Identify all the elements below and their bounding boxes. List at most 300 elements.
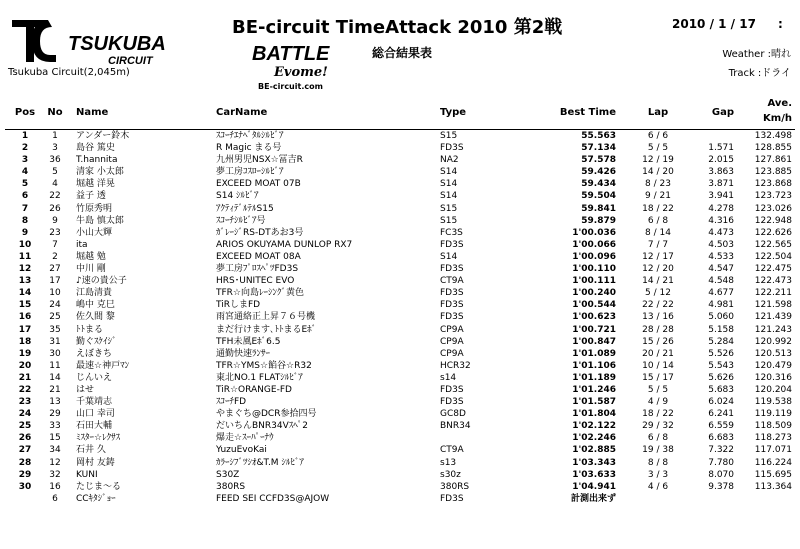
table-row [0, 444, 800, 456]
cell-gap: 4.503 [708, 239, 734, 250]
cell-car-name: ｽｺｰﾁFD [216, 397, 247, 408]
cell-name: 牛島 慎太郎 [76, 215, 124, 226]
table-row [0, 130, 800, 142]
cell-no: 3 [52, 143, 58, 154]
cell-name: 益子 透 [76, 191, 106, 202]
cell-type: s14 [440, 372, 457, 383]
cell-type: 380RS [440, 481, 470, 492]
cell-no: 24 [49, 300, 61, 311]
table-row [0, 493, 800, 505]
cell-ave-speed: 117.071 [754, 445, 792, 456]
cell-gap: 5.543 [708, 360, 734, 371]
cell-lap: 10 / 14 [642, 360, 674, 371]
cell-best-time: 1'01.246 [572, 384, 616, 395]
cell-type: CT9A [440, 276, 464, 287]
cell-gap: 6.024 [708, 397, 734, 408]
cell-ave-speed: 116.224 [754, 457, 792, 468]
cell-gap: 4.473 [708, 227, 734, 238]
cell-name: アンダー鈴木 [76, 131, 130, 141]
cell-best-time: 1'03.633 [572, 469, 616, 480]
cell-car-name: 爆走☆ｽｰﾊﾟｰﾅｳ [216, 433, 274, 444]
cell-no: 25 [49, 312, 61, 323]
cell-no: 23 [49, 227, 61, 238]
cell-lap: 9 / 21 [645, 191, 671, 202]
cell-car-name: 通勤快速ﾗﾝｻｰ [216, 348, 271, 359]
table-row [0, 432, 800, 444]
cell-no: 4 [52, 179, 58, 190]
cell-no: 13 [49, 397, 61, 408]
cell-best-time: 1'03.343 [572, 457, 616, 468]
cell-no: 11 [49, 360, 61, 371]
cell-lap: 4 / 6 [647, 481, 669, 492]
cell-car-name: TFR☆向島ﾚｰｼﾝｸﾞ黄色 [216, 288, 304, 299]
cell-ave-speed: 119.119 [754, 409, 792, 420]
cell-gap: 4.548 [708, 276, 734, 287]
cell-pos: 1 [21, 131, 29, 141]
cell-best-time: 59.841 [581, 203, 616, 214]
results-subtitle: 総合結果表 [372, 46, 433, 60]
table-row [0, 420, 800, 432]
cell-type: S15 [440, 215, 458, 226]
results-table [0, 130, 800, 505]
cell-lap: 29 / 32 [642, 421, 674, 432]
cell-best-time: 1'00.066 [572, 239, 616, 250]
cell-car-name: HRS･UNITEC EVO [216, 276, 295, 287]
cell-lap: 8 / 8 [647, 457, 669, 468]
cell-best-time: 1'01.089 [572, 348, 616, 359]
table-row [0, 324, 800, 336]
cell-best-time: 1'01.587 [572, 397, 616, 408]
cell-type: NA2 [440, 155, 459, 166]
cell-best-time: 55.563 [581, 131, 616, 141]
cell-type: GC8D [440, 409, 466, 420]
cell-pos: 28 [18, 457, 32, 468]
cell-type: FD3S [440, 300, 464, 311]
cell-no: 26 [49, 203, 61, 214]
cell-ave-speed: 122.473 [754, 276, 792, 287]
cell-name: 堀越 勉 [76, 251, 106, 262]
cell-gap: 5.060 [708, 312, 734, 323]
logo-sub: CIRCUIT [108, 55, 153, 67]
cell-type: s30z [440, 469, 461, 480]
cell-type: CP9A [440, 336, 464, 347]
cell-no: 21 [49, 384, 61, 395]
cell-lap: 6 / 8 [647, 215, 669, 226]
cell-type: FD3S [440, 143, 464, 154]
cell-car-name: だいちんBNR34Vｽﾍﾟ2 [216, 421, 308, 432]
cell-ave-speed: 121.243 [754, 324, 792, 335]
cell-gap: 3.871 [708, 179, 734, 190]
cell-ave-speed: 121.598 [754, 300, 792, 311]
cell-ave-speed: 113.364 [754, 481, 792, 492]
header-gap: Gap [711, 107, 734, 118]
cell-car-name: YuzuEvoKai [216, 445, 267, 456]
cell-gap: 5.626 [708, 372, 734, 383]
cell-ave-speed: 120.316 [754, 372, 792, 383]
cell-best-time: 1'01.804 [572, 409, 616, 420]
table-row [0, 457, 800, 469]
cell-name: ita [76, 239, 88, 250]
cell-type: FD3S [440, 312, 464, 323]
cell-name: 清家 小太郎 [76, 167, 124, 178]
cell-car-name: ｽｺｰﾁｼﾙﾋﾞｱ号 [216, 215, 266, 226]
cell-type: FD3S [440, 384, 464, 395]
cell-lap: 8 / 14 [645, 227, 671, 238]
cell-ave-speed: 127.861 [754, 155, 792, 166]
cell-no: 29 [49, 409, 61, 420]
cell-name: 島谷 篤史 [76, 143, 115, 154]
table-row [0, 469, 800, 481]
table-row [0, 348, 800, 360]
cell-gap: 5.284 [708, 336, 734, 347]
cell-pos: 4 [21, 167, 29, 178]
cell-pos: 12 [18, 264, 32, 275]
cell-car-name: やまぐち@DCR参拾四号 [216, 409, 317, 420]
table-row [0, 287, 800, 299]
event-date: 2010 / 1 / 17 [672, 17, 756, 31]
cell-type: S15 [440, 203, 458, 214]
cell-ave-speed: 122.565 [754, 239, 792, 250]
cell-ave-speed: 118.273 [754, 433, 792, 444]
cell-name: 堀越 洋晃 [76, 179, 115, 190]
cell-pos: 17 [18, 324, 32, 335]
cell-pos: 15 [18, 300, 32, 311]
cell-lap: 15 / 17 [642, 372, 674, 383]
cell-lap: 5 / 12 [645, 288, 671, 299]
cell-car-name: S14 ｼﾙﾋﾞｱ [216, 191, 259, 202]
cell-gap: 4.981 [708, 300, 734, 311]
weather-info: Weather :晴れ [722, 49, 791, 60]
cell-type: CP9A [440, 324, 464, 335]
cell-no: 31 [49, 336, 61, 347]
cell-best-time: 59.434 [581, 179, 616, 190]
cell-lap: 4 / 9 [647, 397, 669, 408]
cell-ave-speed: 120.479 [754, 360, 792, 371]
cell-best-time: 1'02.246 [572, 433, 616, 444]
cell-gap: 6.683 [708, 433, 734, 444]
cell-pos: 30 [18, 481, 32, 492]
cell-car-name: ｱｸﾃｨﾃﾞﾙﾃﾙS15 [216, 203, 274, 214]
cell-lap: 5 / 5 [647, 384, 669, 395]
cell-no: 5 [52, 167, 58, 178]
header-type: Type [440, 107, 467, 118]
cell-ave-speed: 118.509 [754, 421, 792, 432]
cell-ave-speed: 115.695 [754, 469, 792, 480]
cell-car-name: ARIOS OKUYAMA DUNLOP RX7 [216, 239, 353, 250]
cell-no: 2 [52, 251, 58, 262]
cell-type: FD3S [440, 288, 464, 299]
cell-type: FD3S [440, 239, 464, 250]
cell-lap: 14 / 20 [642, 167, 674, 178]
table-row [0, 481, 800, 493]
cell-gap: 4.547 [708, 264, 734, 275]
table-row [0, 360, 800, 372]
cell-lap: 8 / 23 [645, 179, 671, 190]
cell-best-time: 1'00.240 [572, 288, 616, 299]
cell-best-time: 1'00.110 [572, 264, 616, 275]
cell-no: 9 [52, 215, 58, 226]
cell-pos: 19 [18, 348, 32, 359]
cell-pos: 16 [18, 312, 32, 323]
cell-no: 12 [49, 457, 61, 468]
cell-car-name: S30Z [216, 469, 240, 480]
cell-best-time: 計測出来ず [570, 493, 616, 504]
header-car-name: CarName [216, 107, 268, 118]
cell-pos: 14 [18, 288, 32, 299]
cell-car-name: 夢工房ｺｽﾛｰｼﾙﾋﾞｱ [216, 167, 284, 178]
cell-pos: 8 [21, 215, 29, 226]
cell-name: 佐久間 黎 [76, 312, 115, 323]
cell-gap: 1.571 [708, 143, 734, 154]
cell-name: 山口 幸司 [76, 409, 115, 420]
cell-gap: 6.559 [708, 421, 734, 432]
cell-car-name: EXCEED MOAT 07B [216, 179, 301, 190]
cell-no: 30 [49, 348, 61, 359]
cell-lap: 19 / 38 [642, 445, 674, 456]
cell-no: 16 [49, 481, 61, 492]
cell-gap: 5.683 [708, 384, 734, 395]
cell-lap: 7 / 7 [647, 239, 669, 250]
cell-name: 最速☆神戸ﾏﾝ [76, 360, 130, 371]
header-pos: Pos [14, 107, 36, 118]
cell-no: 34 [49, 445, 61, 456]
cell-name: CCｷﾀｼﾞｮｰ [76, 493, 116, 504]
cell-best-time: 57.578 [581, 155, 616, 166]
cell-gap: 4.316 [708, 215, 734, 226]
cell-car-name: TiRしまFD [216, 300, 261, 311]
cell-ave-speed: 122.504 [754, 251, 792, 262]
cell-gap: 9.378 [708, 481, 734, 492]
cell-pos: 13 [18, 276, 32, 287]
cell-car-name: 380RS [216, 481, 246, 492]
cell-car-name: 夢工房ﾌﾟﾛｽﾍﾟﾂFD3S [216, 264, 299, 275]
cell-type: HCR32 [440, 360, 471, 371]
cell-gap: 7.322 [708, 445, 734, 456]
cell-gap: 6.241 [708, 409, 734, 420]
cell-ave-speed: 120.204 [754, 384, 792, 395]
cell-name: じんいえ [76, 372, 113, 383]
cell-name: KUNI [76, 469, 98, 480]
cell-pos: 10 [18, 239, 32, 250]
cell-car-name: R Magic まる号 [216, 143, 282, 154]
cell-car-name: ｶﾞﾚｰｼﾞRS-DTあお3号 [216, 227, 304, 238]
cell-name: T.hannita [76, 155, 118, 166]
cell-name: 石井 久 [76, 445, 106, 456]
cell-lap: 6 / 8 [647, 433, 669, 444]
table-row [0, 408, 800, 420]
cell-name: ﾄﾄまる [76, 324, 104, 335]
table-row [0, 263, 800, 275]
cell-best-time: 1'00.036 [572, 227, 616, 238]
cell-name: 千葉靖志 [76, 397, 113, 408]
cell-gap: 5.158 [708, 324, 734, 335]
header-ave: Ave. [767, 98, 792, 109]
cell-type: S14 [440, 179, 458, 190]
cell-pos: 3 [21, 155, 29, 166]
cell-pos: 21 [18, 372, 32, 383]
cell-car-name: EXCEED MOAT 08A [216, 251, 301, 262]
cell-pos: 20 [18, 360, 32, 371]
circuit-name: Tsukuba Circuit(2,045m) [8, 67, 130, 78]
page-title: BE-circuit TimeAttack 2010 第2戦 [232, 17, 563, 38]
cell-no: 7 [52, 239, 58, 250]
cell-best-time: 1'04.941 [572, 481, 616, 492]
header-name: Name [76, 107, 109, 118]
cell-ave-speed: 132.498 [754, 131, 792, 141]
cell-name: 中川 剛 [76, 264, 106, 275]
cell-pos: 9 [21, 227, 29, 238]
cell-lap: 12 / 20 [642, 264, 674, 275]
cell-name: ♪速の貴公子 [76, 276, 127, 287]
tsukuba-circuit-logo [8, 14, 188, 68]
table-row [0, 190, 800, 202]
cell-type: S14 [440, 251, 458, 262]
cell-ave-speed: 121.439 [754, 312, 792, 323]
cell-lap: 28 / 28 [642, 324, 674, 335]
cell-no: 10 [49, 288, 61, 299]
cell-car-name: 雨宮通絡正上昇７６号機 [216, 312, 316, 323]
table-row [0, 142, 800, 154]
table-row [0, 396, 800, 408]
cell-type: FC3S [440, 227, 463, 238]
cell-pos: 6 [21, 191, 29, 202]
cell-best-time: 1'00.096 [572, 251, 616, 262]
cell-ave-speed: 128.855 [754, 143, 792, 154]
cell-best-time: 1'01.106 [572, 360, 616, 371]
cell-best-time: 59.879 [581, 215, 616, 226]
battle-logo-script: Evome! [274, 65, 328, 80]
cell-no: 17 [49, 276, 61, 287]
date-time-separator: : [778, 17, 783, 31]
cell-ave-speed: 122.475 [754, 264, 792, 275]
cell-pos: 25 [18, 421, 32, 432]
cell-pos: 27 [18, 445, 32, 456]
cell-ave-speed: 120.992 [754, 336, 792, 347]
cell-type: FD3S [440, 397, 464, 408]
header-best-time: Best Time [559, 107, 616, 118]
cell-best-time: 1'00.721 [572, 324, 616, 335]
cell-car-name: TFR☆YMS☆餡谷☆R32 [216, 360, 312, 371]
cell-gap: 4.677 [708, 288, 734, 299]
cell-type: S14 [440, 167, 458, 178]
cell-best-time: 57.134 [581, 143, 616, 154]
cell-lap: 12 / 17 [642, 251, 674, 262]
cell-lap: 6 / 6 [647, 131, 669, 141]
cell-lap: 13 / 16 [642, 312, 674, 323]
cell-pos: 5 [21, 179, 29, 190]
cell-car-name: FEED SEI CCFD3S@AJOW [216, 493, 330, 504]
cell-gap: 3.863 [708, 167, 734, 178]
cell-car-name: ｶﾗｰｼﾌﾞﾂｼｵ&T.M ｼﾙﾋﾞｱ [216, 457, 304, 468]
cell-name: 石田大輔 [76, 421, 113, 432]
cell-type: FD3S [440, 264, 464, 275]
table-row [0, 384, 800, 396]
cell-name: たじま～る [76, 481, 122, 492]
cell-name: 嶋中 克巳 [76, 300, 115, 311]
cell-lap: 14 / 21 [642, 276, 674, 287]
cell-best-time: 1'00.544 [572, 300, 616, 311]
cell-name: 江島清貴 [76, 288, 113, 299]
cell-type: S15 [440, 131, 458, 141]
cell-gap: 2.015 [708, 155, 734, 166]
cell-car-name: 九州男児NSX☆冨吉R [216, 155, 303, 166]
cell-lap: 18 / 22 [642, 203, 674, 214]
cell-gap: 5.526 [708, 348, 734, 359]
table-row [0, 336, 800, 348]
table-row [0, 178, 800, 190]
cell-best-time: 59.426 [581, 167, 616, 178]
cell-no: 36 [49, 155, 61, 166]
cell-pos: 2 [21, 143, 29, 154]
cell-no: 6 [52, 493, 58, 504]
table-row [0, 215, 800, 227]
cell-name: 岡村 友鋳 [76, 457, 115, 468]
cell-no: 15 [49, 433, 61, 444]
cell-best-time: 1'01.189 [572, 372, 616, 383]
cell-lap: 12 / 19 [642, 155, 674, 166]
cell-lap: 5 / 5 [647, 143, 669, 154]
cell-ave-speed: 123.026 [754, 203, 792, 214]
cell-best-time: 1'02.122 [572, 421, 616, 432]
cell-lap: 22 / 22 [642, 300, 674, 311]
table-row [0, 227, 800, 239]
table-row [0, 372, 800, 384]
table-row [0, 154, 800, 166]
cell-name: 勤ぐｽｹｲｼﾞ [76, 336, 117, 347]
cell-name: 竹原秀明 [76, 203, 113, 214]
cell-no: 1 [52, 131, 58, 141]
cell-ave-speed: 123.723 [754, 191, 792, 202]
cell-car-name: TFH未風Eﾎﾞ6.5 [216, 336, 281, 347]
logo-brand: TSUKUBA [68, 33, 166, 55]
cell-pos: 29 [18, 469, 32, 480]
cell-no: 32 [49, 469, 61, 480]
cell-pos: 24 [18, 409, 32, 420]
cell-no: 35 [49, 324, 61, 335]
cell-car-name: まだ行けます､ﾄﾄまるEﾎﾞ [216, 324, 317, 335]
table-row [0, 166, 800, 178]
cell-lap: 3 / 3 [647, 469, 669, 480]
cell-best-time: 59.504 [581, 191, 616, 202]
cell-pos: 23 [18, 397, 32, 408]
table-row [0, 311, 800, 323]
cell-pos: 18 [18, 336, 32, 347]
cell-lap: 20 / 21 [642, 348, 674, 359]
cell-car-name: 東北NO.1 FLATｼﾙﾋﾞｱ [216, 372, 303, 383]
cell-lap: 15 / 26 [642, 336, 674, 347]
cell-no: 14 [49, 372, 61, 383]
header-lap: Lap [647, 107, 669, 118]
table-row [0, 299, 800, 311]
cell-pos: 7 [21, 203, 29, 214]
cell-no: 22 [49, 191, 61, 202]
cell-gap: 7.780 [708, 457, 734, 468]
cell-ave-speed: 122.211 [754, 288, 792, 299]
cell-gap: 4.278 [708, 203, 734, 214]
cell-gap: 3.941 [708, 191, 734, 202]
cell-lap: 18 / 22 [642, 409, 674, 420]
table-row [0, 203, 800, 215]
cell-ave-speed: 122.626 [754, 227, 792, 238]
cell-no: 27 [49, 264, 61, 275]
cell-name: 小山大輝 [76, 227, 113, 238]
cell-type: BNR34 [440, 421, 471, 432]
cell-best-time: 1'00.111 [572, 276, 616, 287]
cell-name: はせ [76, 384, 95, 395]
cell-best-time: 1'02.885 [572, 445, 616, 456]
cell-ave-speed: 123.885 [754, 167, 792, 178]
cell-pos: 11 [18, 251, 32, 262]
